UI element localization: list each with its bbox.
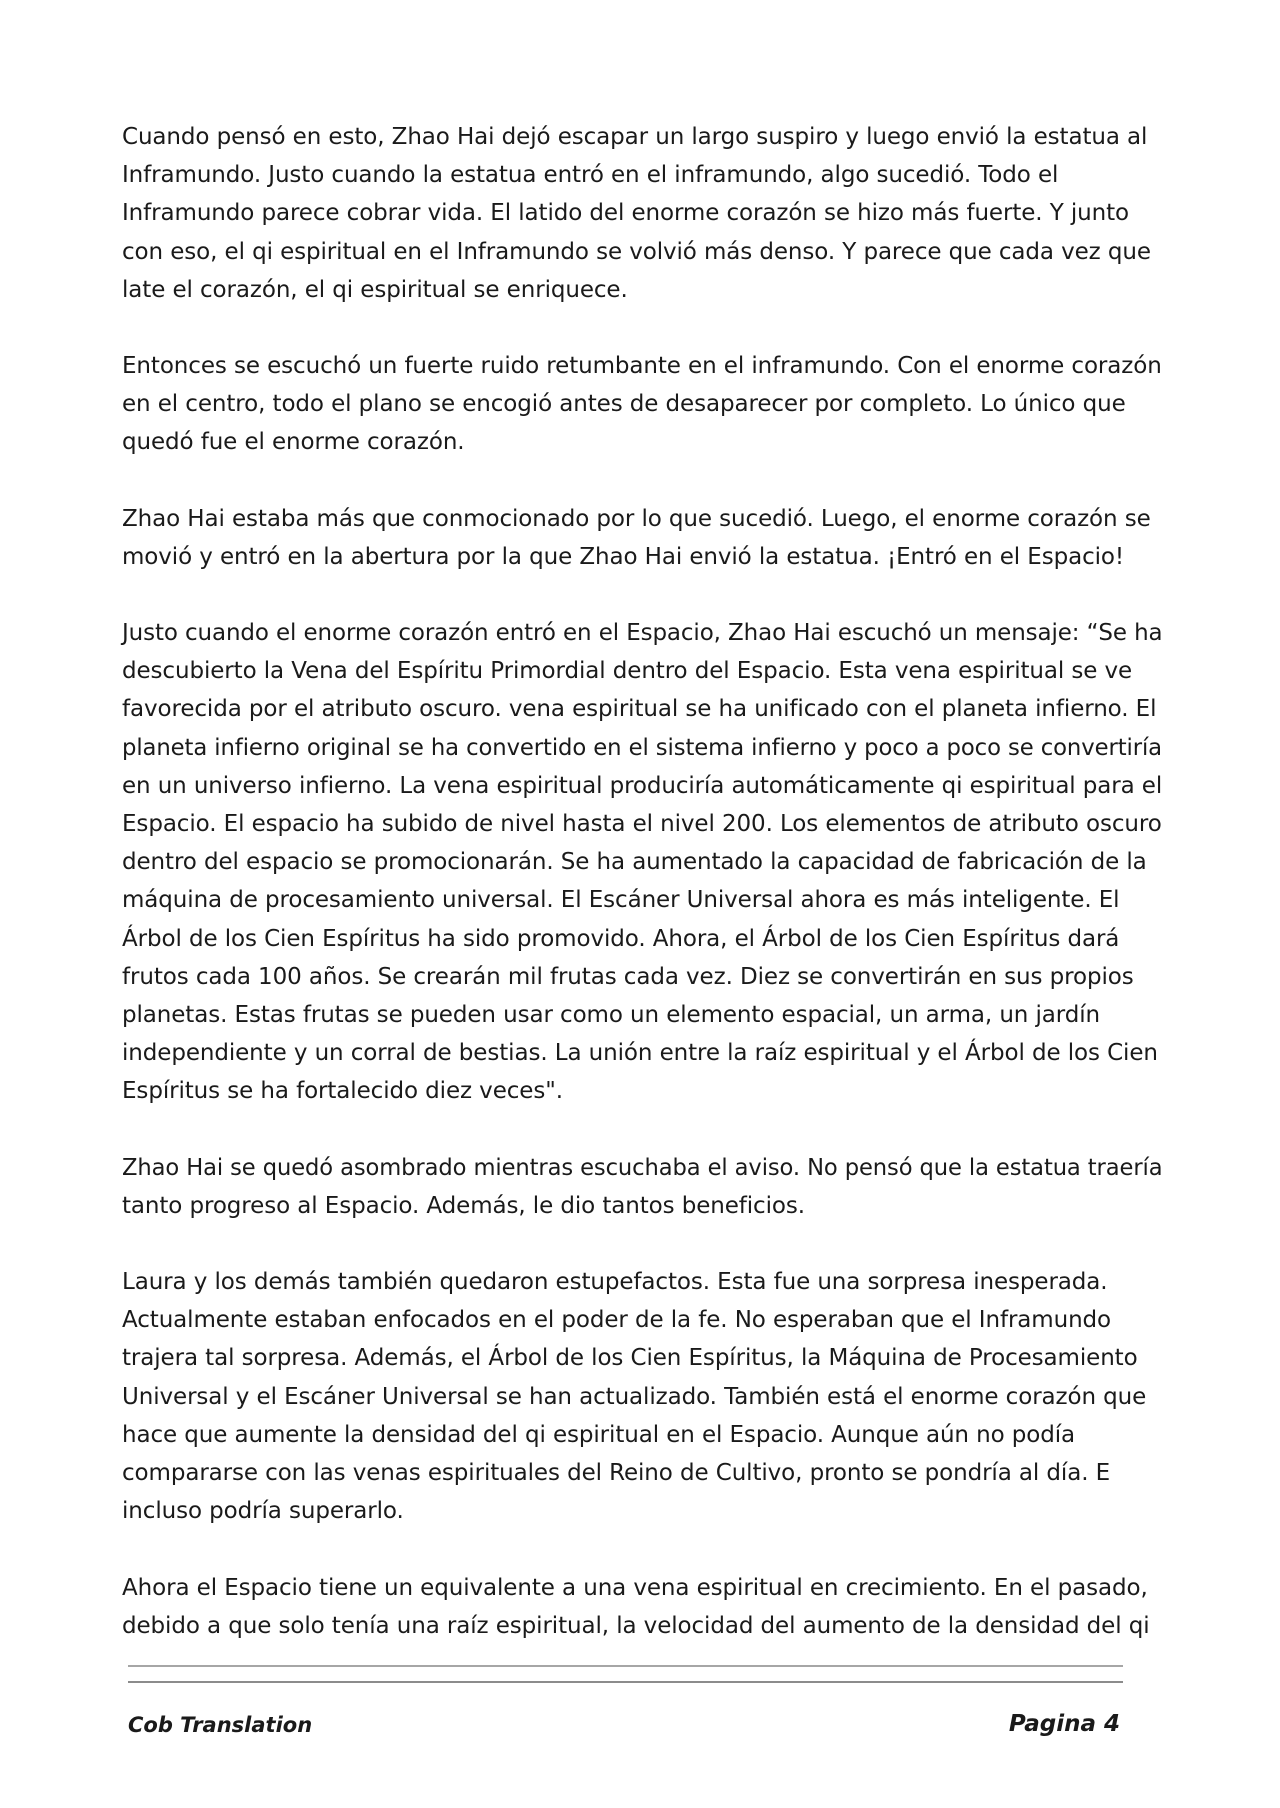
text-line: en un universo infierno. La vena espiritual produciría automáticamente qi espiritual para el: [122, 772, 1163, 799]
paragraph-1: [122, 118, 1162, 309]
text-line: Laura y los demás también quedaron estupefactos. Esta fue una sorpresa inesperada.: [122, 1269, 1108, 1296]
text-line: Actualmente estaban enfocados en el poder de la fe. No esperaban que el Inframundo: [122, 1307, 1112, 1334]
text-line: movió y entró en la abertura por la que Zhao Hai envió la estatua. ¡Entró en el Espacio!: [122, 543, 1124, 570]
text-line: Justo cuando el enorme corazón entró en el Espacio, Zhao Hai escuchó un mensaje: “Se ha: [122, 620, 1163, 647]
footer-page-number: Pagina 4: [1008, 1711, 1120, 1737]
text-line: frutos cada 100 años. Se crearán mil frutas cada vez. Diez se convertirán en sus propios: [122, 963, 1134, 990]
text-line: descubierto la Vena del Espíritu Primordial dentro del Espacio. Esta vena espiritual se ve: [122, 658, 1133, 685]
text-line: dentro del espacio se promocionarán. Se ha aumentado la capacidad de fabricación de la: [122, 849, 1147, 876]
text-line: debido a que solo tenía una raíz espiritual, la velocidad del aumento de la densidad del qi: [122, 1612, 1150, 1639]
text-line: Inframundo parece cobrar vida. El latido del enorme corazón se hizo más fuerte. Y junto: [122, 200, 1130, 227]
text-line: planetas. Estas frutas se pueden usar como un elemento espacial, un arma, un jardín: [122, 1002, 1100, 1029]
text-line: en el centro, todo el plano se encogió antes de desaparecer por completo. Lo único que: [122, 391, 1126, 418]
paragraph-4: [122, 614, 1162, 1111]
text-line: Entonces se escuchó un fuerte ruido retumbante en el inframundo. Con el enorme corazón: [122, 353, 1162, 380]
text-line: Ahora el Espacio tiene un equivalente a una vena espiritual en crecimiento. En el pasado,: [122, 1574, 1148, 1601]
paragraph-3: [122, 500, 1162, 576]
text-line: Espacio. El espacio ha subido de nivel hasta el nivel 200. Los elementos de atributo oscuro: [122, 811, 1162, 838]
text-line: hace que aumente la densidad del qi espiritual en el Espacio. Aunque aún no podía: [122, 1421, 1076, 1448]
text-line: Zhao Hai estaba más que conmocionado por lo que sucedió. Luego, el enorme corazón se: [122, 505, 1151, 532]
text-line: Zhao Hai se quedó asombrado mientras escuchaba el aviso. No pensó que la estatua traería: [122, 1154, 1163, 1181]
footer-divider-top: [128, 1665, 1123, 1667]
text-line: quedó fue el enorme corazón.: [122, 429, 465, 456]
paragraph-6: [122, 1263, 1162, 1530]
footer-publisher: Cob Translation: [128, 1713, 313, 1737]
footer-divider-bottom: [128, 1681, 1123, 1683]
text-line: tanto progreso al Espacio. Además, le dio tantos beneficios.: [122, 1192, 805, 1219]
text-line: Universal y el Escáner Universal se han actualizado. También está el enorme corazón que: [122, 1383, 1147, 1410]
paragraph-5: [122, 1149, 1162, 1225]
text-line: independiente y un corral de bestias. La unión entre la raíz espiritual y el Árbol de los Cien: [122, 1040, 1158, 1067]
text-line: planeta infierno original se ha convertido en el sistema infierno y poco a poco se convertiría: [122, 734, 1162, 761]
text-line: late el corazón, el qi espiritual se enriquece.: [122, 276, 628, 303]
text-line: compararse con las venas espirituales del Reino de Cultivo, pronto se pondría al día. E: [122, 1460, 1111, 1487]
text-line: trajera tal sorpresa. Además, el Árbol de los Cien Espíritus, la Máquina de Procesamiento: [122, 1345, 1138, 1372]
paragraph-2: [122, 347, 1162, 462]
text-line: Árbol de los Cien Espíritus ha sido promovido. Ahora, el Árbol de los Cien Espíritus dará: [122, 925, 1120, 952]
text-line: incluso podría superarlo.: [122, 1498, 404, 1525]
text-line: con eso, el qi espiritual en el Inframundo se volvió más denso. Y parece que cada vez que: [122, 238, 1151, 265]
paragraph-7: [122, 1569, 1162, 1645]
body-text: [122, 118, 1162, 1683]
text-line: máquina de procesamiento universal. El Escáner Universal ahora es más inteligente. El: [122, 887, 1120, 914]
text-line: Cuando pensó en esto, Zhao Hai dejó escapar un largo suspiro y luego envió la estatua al: [122, 124, 1148, 150]
text-line: Inframundo. Justo cuando la estatua entró en el inframundo, algo sucedió. Todo el: [122, 162, 1059, 189]
text-line: Espíritus se ha fortalecido diez veces".: [122, 1078, 563, 1105]
text-line: favorecida por el atributo oscuro. vena espiritual se ha unificado con el planeta infierno. El: [122, 696, 1157, 723]
